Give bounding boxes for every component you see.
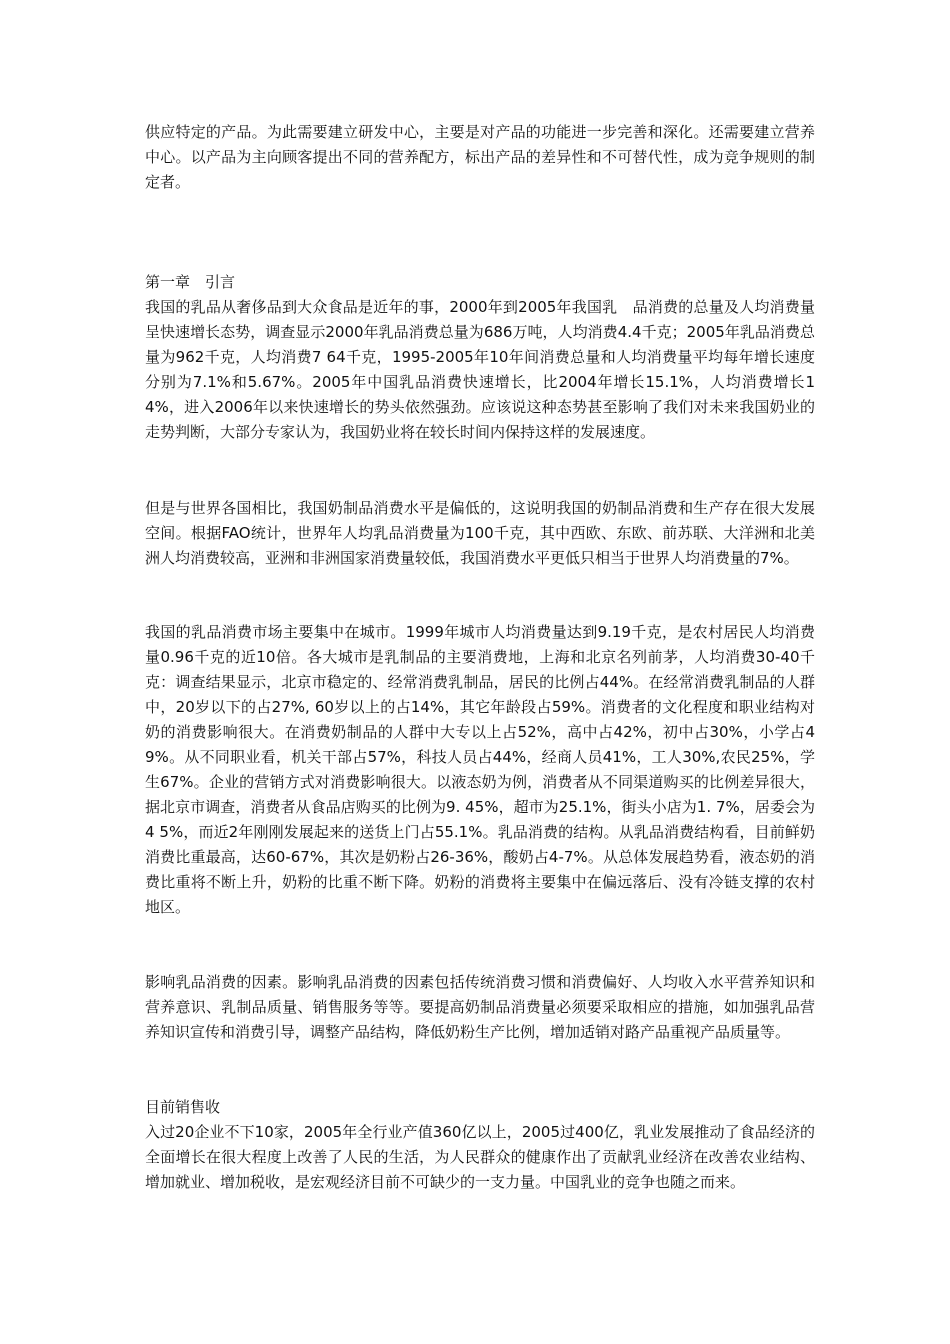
paragraph-urban-market: 我国的乳品消费市场主要集中在城市。1999年城市人均消费量达到9.19千克，是农村居民人均消费量0.96千克的近10倍。各大城市是乳制品的主要消费地，上海和北京名列前茅，人均消费30-40千克：调查结果显示，北京市稳定的、经常消费乳制品，居民的比例占44%。在经常消费乳制品的人群中，20岁以下的占27%, 60岁以上的占14%，其它年龄段占59%。消费者的文化程度和职业结构对奶的消费影响很大。在消费奶制品的人群中大专以上占52%，高中占42%，初中占30%，小学占49%。从不同职业看，机关干部占57%，科技人员占44%，经商人员41%，工人30%,农民25%，学生67%。企业的营销方式对消费影响很大。以液态奶为例，消费者从不同渠道购买的比例差异很大，据北京市调查，消费者从食品店购买的比例为9. 45%，超市为25.1%，街头小店为1. 7%，居委会为4 5%，而近2年刚刚发展起来的送货上门占55.1%。乳品消费的结构。从乳品消费结构看，目前鲜奶消费比重最高，达60-67%，其次是奶粉占26-36%，酸奶占4-7%。从总体发展趋势看，液态奶的消费比重将不断上升，奶粉的比重不断下降。奶粉的消费将主要集中在偏远落后、没有冷链支撑的农村地区。 [145, 623, 815, 916]
paragraph-consumption-growth: 我国的乳品从奢侈品到大众食品是近年的事，2000年到2005年我国乳 品消费的总量及人均消费量呈快速增长态势，调查显示2000年乳品消费总量为686万吨，人均消费4.4千克；2005年乳品消费总量为962千克，人均消费7 64千克，1995-2005年10年间消费总量和人均消费量平均每年增长速度分别为7.1%和5.67%。2005年中国乳品消费快速增长，比2004年增长15.1%，人均消费增长14%，进入2006年以来快速增长的势头依然强劲。应该说这种态势甚至影响了我们对未来我国奶业的走势判断，大部分专家认为，我国奶业将在较长时间内保持这样的发展速度。 [145, 298, 815, 441]
intro-paragraph: 供应特定的产品。为此需要建立研发中心，主要是对产品的功能进一步完善和深化。还需要建立营养中心。以产品为主向顾客提出不同的营养配方，标出产品的差异性和不可替代性，成为竞争规则的制定者。 [145, 123, 815, 191]
paragraph-world-comparison: 但是与世界各国相比，我国奶制品消费水平是偏低的，这说明我国的奶制品消费和生产存在很大发展空间。根据FAO统计，世界年人均乳品消费量为100千克，其中西欧、东欧、前苏联、大洋洲和北美洲人均消费较高，亚洲和非洲国家消费量较低，我国消费水平更低只相当于世界人均消费量的7%。 [145, 499, 815, 567]
chapter-heading: 第一章 引言 [145, 273, 236, 291]
section-heading: 目前销售收 [145, 1098, 221, 1116]
paragraph-sales-revenue: 入过20企业不下10家，2005年全行业产值360亿以上，2005过400亿，乳业发展推动了食品经济的全面增长在很大程度上改善了人民的生活，为人民群众的健康作出了贡献乳业经济在改善农业结构、增加就业、增加税收，是宏观经济目前不可缺少的一支力量。中国乳业的竞争也随之而来。 [145, 1123, 815, 1191]
paragraph-consumption-factors: 影响乳品消费的因素。影响乳品消费的因素包括传统消费习惯和消费偏好、人均收入水平营养知识和营养意识、乳制品质量、销售服务等等。要提高奶制品消费量必须要采取相应的措施，如加强乳品营养知识宣传和消费引导，调整产品结构，降低奶粉生产比例，增加适销对路产品重视产品质量等。 [145, 973, 815, 1041]
